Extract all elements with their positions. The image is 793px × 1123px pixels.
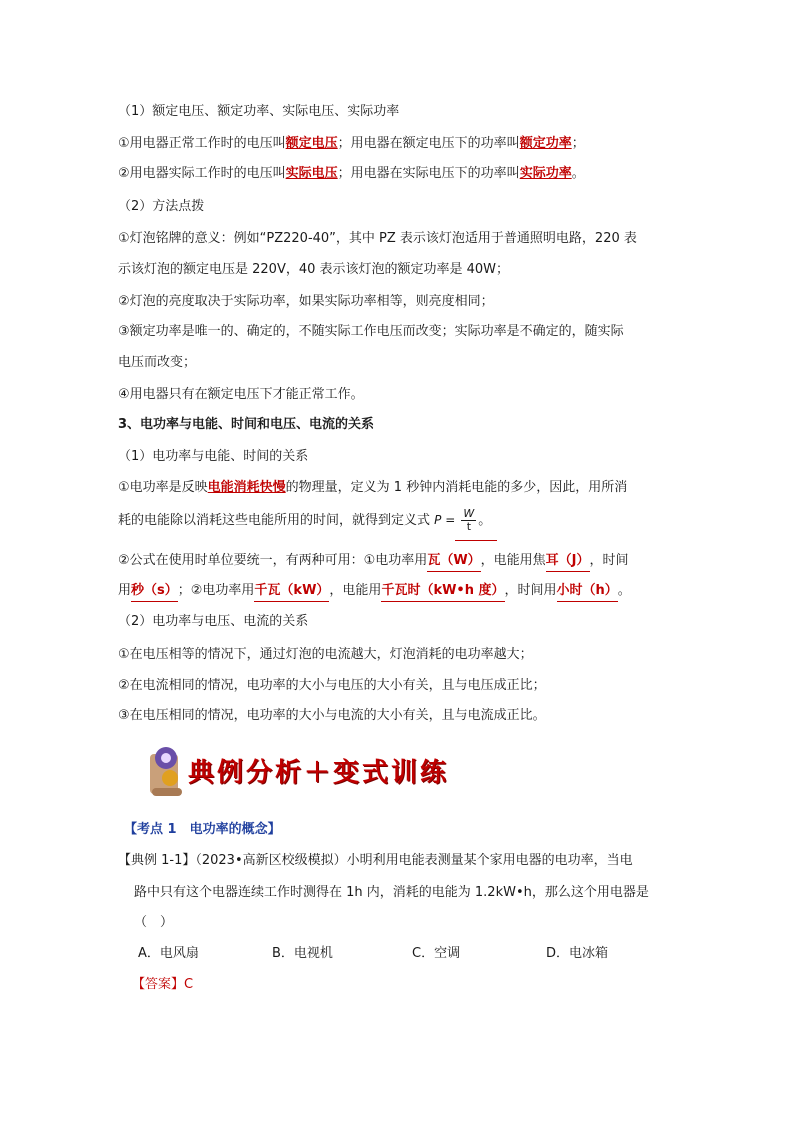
section-3-sub-1: （1）电功率与电能、时间的关系	[118, 449, 309, 464]
formula-p: P =	[434, 513, 456, 527]
relation-3: ③在电压相同的情况，电功率的大小与电流的大小有关，且与电流成正比。	[118, 708, 546, 723]
answer-line	[132, 975, 193, 995]
answer-label: 【答案】	[132, 977, 185, 992]
text-segment: 用	[118, 583, 132, 598]
option-d[interactable]: D．电冰箱	[546, 946, 609, 961]
power-definition-line-1	[118, 478, 627, 498]
tip-4: ④用电器只有在额定电压下才能正常工作。	[118, 387, 364, 402]
relation-1: ①在电压相等的情况下，通过灯泡的电流越大，灯泡消耗的电功率越大；	[118, 647, 533, 662]
key-term: 电能消耗快慢	[207, 480, 286, 495]
text-segment: ，时间用	[504, 583, 557, 598]
section-3-title: 3、电功率与电能、时间和电压、电流的关系	[118, 417, 375, 432]
text-segment: ，电能用焦	[480, 553, 546, 568]
text-segment: ；用电器在额定电压下的功率叫	[337, 136, 520, 151]
text-segment: ①用电器正常工作时的电压叫	[118, 136, 286, 151]
section-2-heading: （2）方法点拨	[118, 199, 205, 214]
kaodian-heading: 【考点 1 电功率的概念】	[124, 822, 281, 837]
relation-2: ②在电流相同的情况，电功率的大小与电压的大小有关，且与电压成正比；	[118, 678, 546, 693]
unit-blank: 耳（J）	[546, 551, 590, 572]
scroll-roll	[152, 788, 182, 796]
tip-3-line-2: 电压而改变；	[118, 355, 197, 370]
tip-1-line-1: ①灯泡铭牌的意义：例如“PZ220-40”，其中 PZ 表示该灯泡适用于普通照明电路，220 表	[118, 231, 637, 246]
text-segment: 。	[478, 513, 492, 528]
power-definition-line-2	[118, 508, 491, 538]
text-segment: 的物理量，定义为 1 秒钟内消耗电能的多少，因此，用所消	[285, 480, 628, 495]
tip-2: ②灯泡的亮度取决于实际功率，如果实际功率相等，则亮度相同；	[118, 294, 494, 309]
text-segment: ②用电器实际工作时的电压叫	[118, 166, 286, 181]
section-3-sub-2: （2）电功率与电压、电流的关系	[118, 614, 309, 629]
example-line-2: 路中只有这个电器连续工作时测得在 1h 内，消耗的电能为 1.2kW•h，那么这个用电器是	[134, 885, 649, 900]
key-term: 实际功率	[519, 166, 572, 181]
actual-definition-line	[118, 164, 585, 184]
option-b[interactable]: B．电视机	[272, 946, 333, 961]
unit-blank: 秒（s）	[131, 581, 178, 602]
text-segment: ；	[571, 136, 585, 151]
unit-blank: 小时（h）	[557, 581, 618, 602]
text-segment: 耗的电能除以消耗这些电能所用的时间，就得到定义式	[118, 513, 431, 528]
text-segment: ，时间	[589, 553, 629, 568]
rated-definition-line	[118, 134, 585, 154]
answer-value: C	[184, 977, 194, 992]
fraction-denominator: t	[466, 520, 472, 533]
text-segment: ①电功率是反映	[118, 480, 208, 495]
fraction-numerator: W	[463, 507, 475, 520]
unit-blank: 千瓦时（kW•h 度）	[381, 581, 504, 602]
text-segment: 。	[571, 166, 585, 181]
formula-underline	[455, 540, 497, 541]
unit-blank: 千瓦（kW）	[254, 581, 329, 602]
text-segment: ②公式在使用时单位要统一，有两种可用：①电功率用	[118, 553, 428, 568]
text-segment: ；用电器在实际电压下的功率叫	[337, 166, 520, 181]
tip-1-line-2: 示该灯泡的额定电压是 220V，40 表示该灯泡的额定功率是 40W；	[118, 262, 510, 277]
key-term: 额定功率	[519, 136, 572, 151]
formula-fraction	[461, 508, 476, 533]
key-term: 额定电压	[285, 136, 338, 151]
example-line-1: 【典例 1-1】（2023•高新区校级模拟）小明利用电能表测量某个家用电器的电功率，当电	[118, 853, 633, 868]
unit-blank: 瓦（W）	[427, 551, 480, 572]
badge-dot	[162, 770, 178, 786]
text-segment: 。	[617, 583, 631, 598]
example-line-3: （ ）	[134, 915, 174, 930]
eye-pupil	[161, 753, 171, 763]
text-segment: ，电能用	[329, 583, 382, 598]
banner-title: 典例分析＋变式训练	[188, 758, 450, 788]
option-a[interactable]: A．电风扇	[138, 946, 199, 961]
option-c[interactable]: C．空调	[412, 946, 461, 961]
tip-3-line-1: ③额定功率是唯一的、确定的，不随实际工作电压而改变；实际功率是不确定的，随实际	[118, 324, 624, 339]
key-term: 实际电压	[285, 166, 338, 181]
units-line-1	[118, 551, 629, 572]
text-segment: ；②电功率用	[177, 583, 255, 598]
section-1-heading: （1）额定电压、额定功率、实际电压、实际功率	[118, 104, 400, 119]
units-line-2	[118, 581, 631, 602]
